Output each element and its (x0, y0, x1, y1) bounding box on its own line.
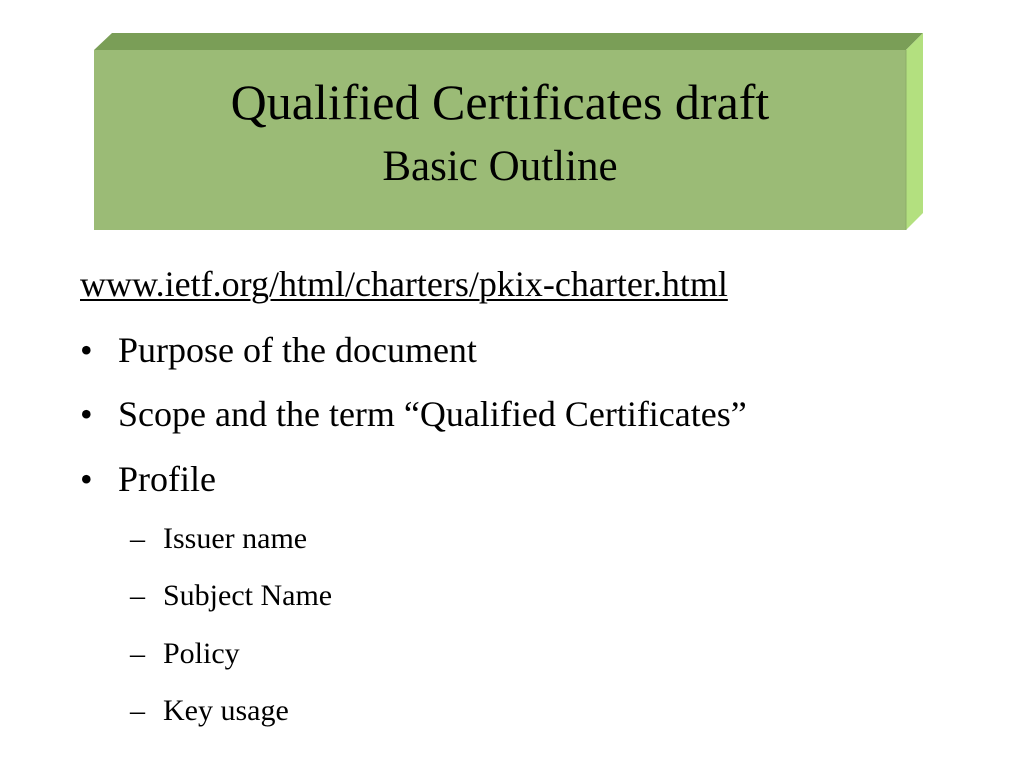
sub-bullet-item (130, 692, 289, 730)
sub-bullet-item (130, 577, 332, 615)
sub-bullet-item (130, 520, 307, 558)
sub-bullet-text: Key usage (163, 694, 289, 727)
bullet-text: Scope and the term “Qualified Certificates” (118, 394, 747, 434)
bullet-item (80, 392, 747, 436)
bullet-marker: • (80, 394, 93, 434)
bullet-text: Purpose of the document (118, 330, 477, 370)
sub-bullet-marker: – (130, 637, 145, 670)
sub-bullet-marker: – (130, 694, 145, 727)
charter-link[interactable]: www.ietf.org/html/charters/pkix-charter.html (80, 264, 728, 304)
bullet-item (80, 328, 477, 372)
bullet-text: Profile (118, 459, 216, 499)
sub-bullet-item (130, 635, 240, 673)
sub-bullet-text: Subject Name (163, 579, 333, 612)
slide-title: Qualified Certificates draft (230, 74, 770, 130)
slide-subtitle: Basic Outline (382, 143, 618, 190)
sub-bullet-marker: – (130, 579, 145, 612)
bullet-marker: • (80, 330, 93, 370)
sub-bullet-text: Issuer name (163, 522, 308, 555)
sub-bullet-text: Policy (163, 637, 240, 670)
bullet-item (80, 457, 216, 501)
bullet-marker: • (80, 459, 93, 499)
sub-bullet-marker: – (130, 522, 145, 555)
